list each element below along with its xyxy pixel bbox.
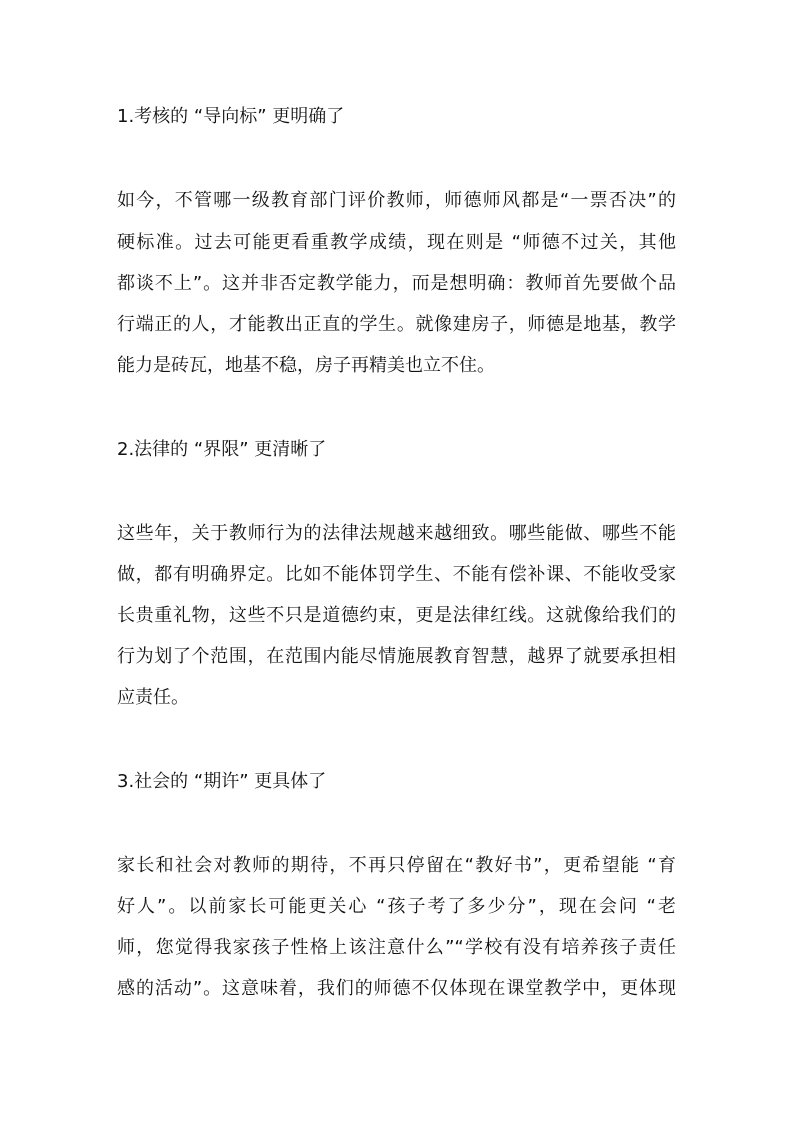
paragraph-line: 能力是砖瓦，地基不稳，房子再精美也立不住。 — [117, 355, 495, 376]
paragraph-line: 行端正的人，才能教出正直的学生。就像建房子，师德是地基，教学 — [117, 314, 676, 335]
section-heading: 1.考核的 “导向标” 更明确了 — [117, 106, 345, 127]
paragraph-line: 长贵重礼物，这些不只是道德约束，更是法律红线。这就像给我们的 — [117, 605, 676, 626]
paragraph-line: 这些年，关于教师行为的法律法规越来越细致。哪些能做、哪些不能 — [117, 523, 676, 544]
paragraph-line: 行为划了个范围，在范围内能尽情施展教育智慧，越界了就要承担相 — [117, 646, 676, 667]
paragraph-line: 都谈不上”。这并非否定教学能力，而是想明确：教师首先要做个品 — [117, 273, 676, 294]
paragraph-line: 好人”。以前家长可能更关心 “孩子考了多少分”，现在会问 “老 — [117, 896, 676, 917]
paragraph-line: 应责任。 — [117, 687, 189, 708]
paragraph-line: 如今，不管哪一级教育部门评价教师，师德师风都是“一票否决”的 — [117, 190, 676, 211]
section-heading: 3.社会的 “期许” 更具体了 — [117, 771, 327, 792]
paragraph-line: 师，您觉得我家孩子性格上该注意什么”“学校有没有培养孩子责任 — [117, 937, 676, 958]
paragraph-line: 做，都有明确界定。比如不能体罚学生、不能有偿补课、不能收受家 — [117, 564, 676, 585]
section-heading: 2.法律的 “界限” 更清晰了 — [117, 439, 327, 460]
paragraph-line: 感的活动”。这意味着，我们的师德不仅体现在课堂教学中，更体现 — [117, 978, 676, 999]
paragraph-line: 家长和社会对教师的期待，不再只停留在“教好书”，更希望能 “育 — [117, 855, 676, 876]
paragraph-line: 硬标准。过去可能更看重教学成绩，现在则是 “师德不过关，其他 — [117, 232, 676, 253]
